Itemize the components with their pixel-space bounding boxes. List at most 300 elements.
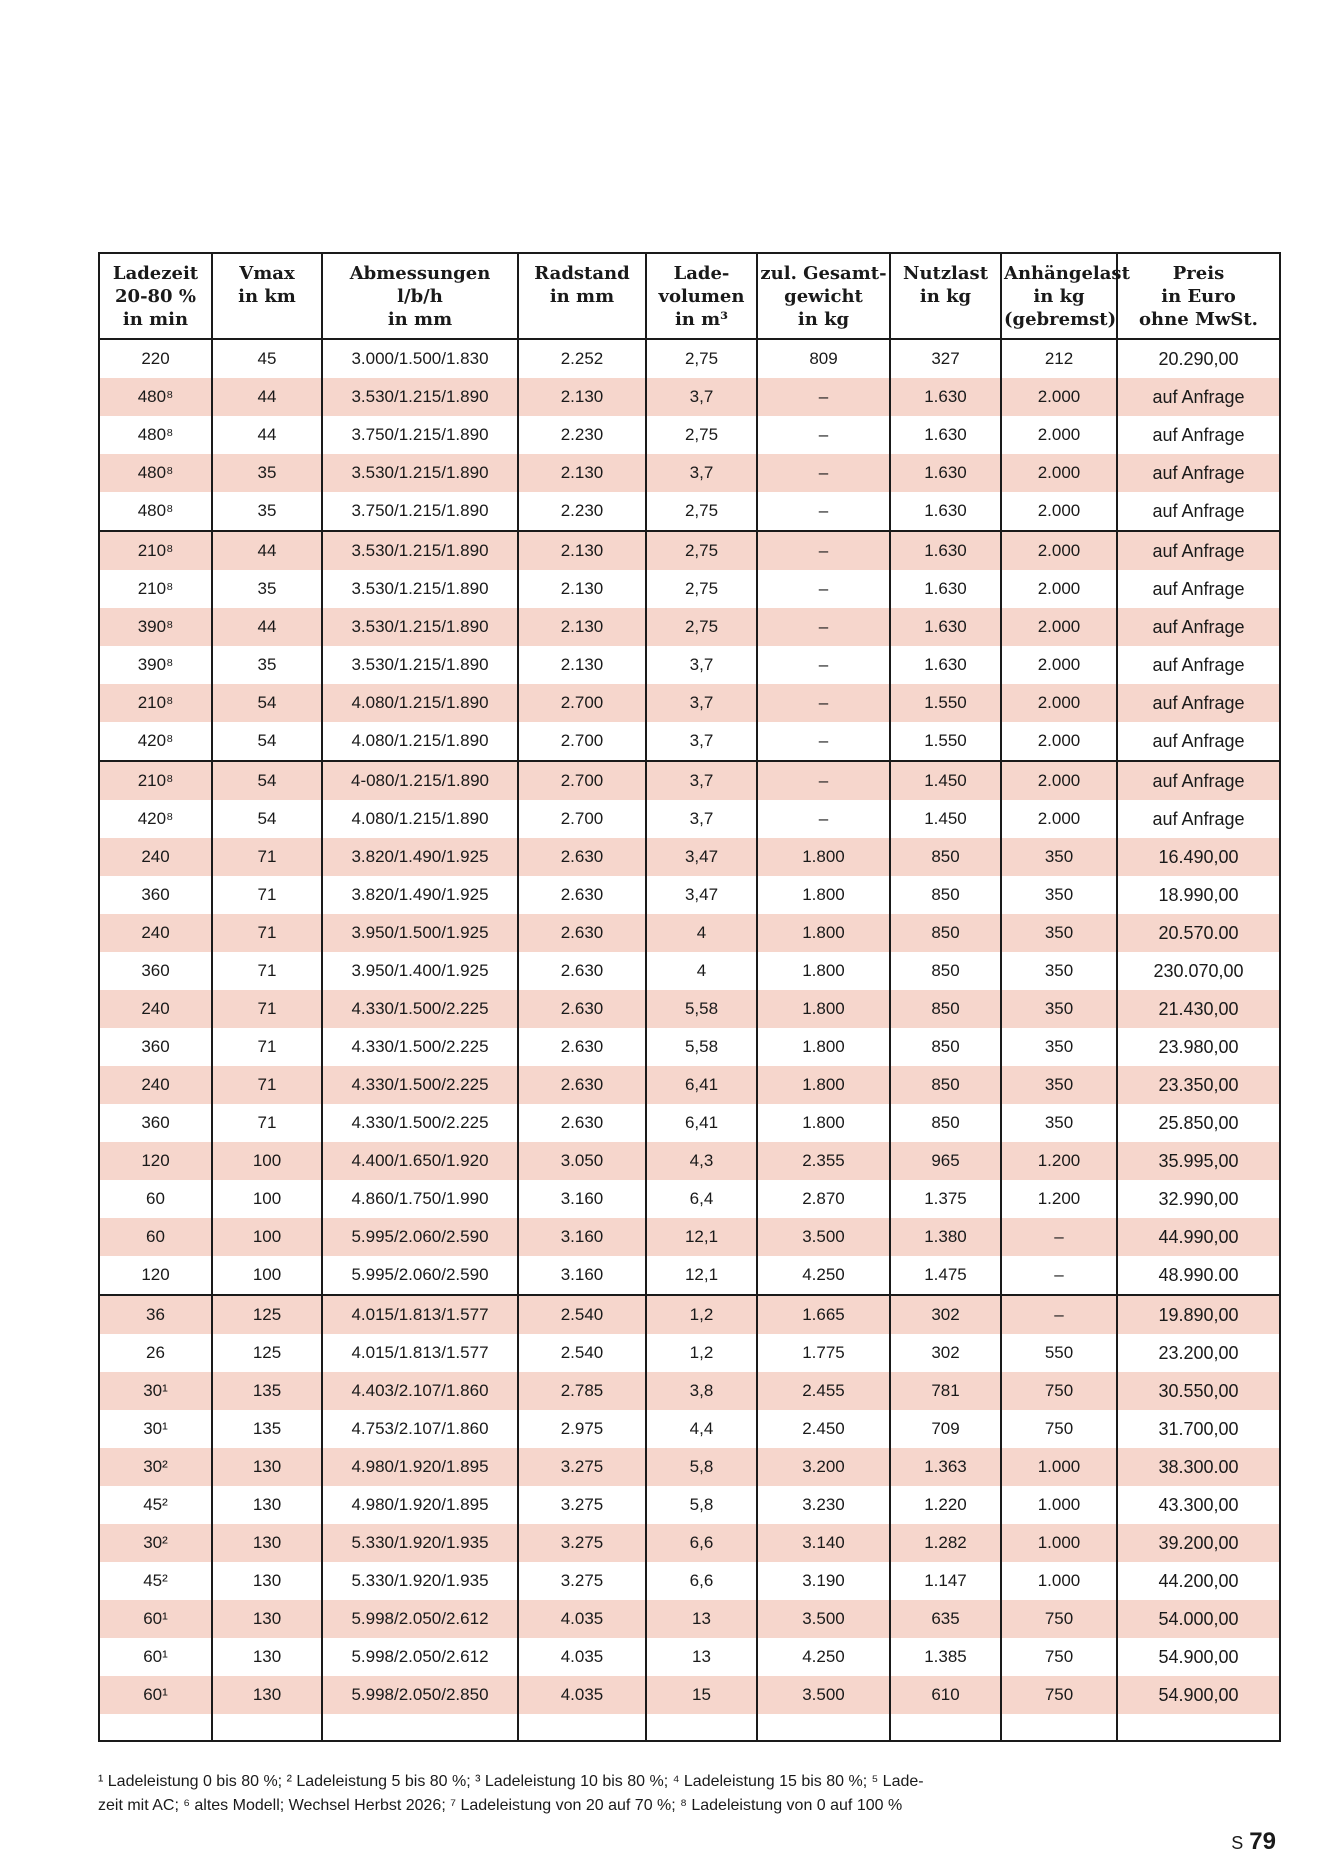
cell-vmax: 135 bbox=[212, 1410, 322, 1448]
cell-ladezeit: 210⁸ bbox=[99, 684, 212, 722]
cell-abmessungen: 4-080/1.215/1.890 bbox=[322, 761, 518, 800]
header-nutzlast: Nutzlast in kg bbox=[890, 253, 1001, 339]
cell-abmessungen: 5.998/2.050/2.612 bbox=[322, 1638, 518, 1676]
cell-ladezeit: 60¹ bbox=[99, 1676, 212, 1714]
cell-radstand: 3.160 bbox=[518, 1256, 646, 1295]
cell-gesamtgewicht: 809 bbox=[757, 339, 890, 378]
cell-radstand: 3.275 bbox=[518, 1562, 646, 1600]
cell-preis: 230.070,00 bbox=[1117, 952, 1280, 990]
cell-anhaengelast: 350 bbox=[1001, 914, 1117, 952]
cell-gesamtgewicht: 3.500 bbox=[757, 1676, 890, 1714]
header-preis: Preis in Euro ohne MwSt. bbox=[1117, 253, 1280, 339]
cell-gesamtgewicht: 1.665 bbox=[757, 1295, 890, 1334]
cell-gesamtgewicht: – bbox=[757, 454, 890, 492]
header-anhaengelast: Anhängelast in kg (gebremst) bbox=[1001, 253, 1117, 339]
cell-radstand: 2.630 bbox=[518, 914, 646, 952]
table-row bbox=[99, 722, 1280, 761]
cell-ladezeit: 480⁸ bbox=[99, 454, 212, 492]
cell-gesamtgewicht: 2.450 bbox=[757, 1410, 890, 1448]
cell-ladezeit: 240 bbox=[99, 1066, 212, 1104]
cell-ladevolumen: 3,7 bbox=[646, 378, 757, 416]
cell-radstand: 2.630 bbox=[518, 1066, 646, 1104]
cell-preis: 23.980,00 bbox=[1117, 1028, 1280, 1066]
cell-preis: 32.990,00 bbox=[1117, 1180, 1280, 1218]
cell-anhaengelast: 2.000 bbox=[1001, 454, 1117, 492]
cell-vmax: 71 bbox=[212, 952, 322, 990]
table-row bbox=[99, 1410, 1280, 1448]
cell-radstand: 2.230 bbox=[518, 416, 646, 454]
header-gesamtgewicht: zul. Gesamt- gewicht in kg bbox=[757, 253, 890, 339]
cell-ladezeit: 60¹ bbox=[99, 1638, 212, 1676]
cell-gesamtgewicht: 1.800 bbox=[757, 990, 890, 1028]
table-row bbox=[99, 378, 1280, 416]
cell-radstand: 2.130 bbox=[518, 608, 646, 646]
cell-gesamtgewicht: – bbox=[757, 492, 890, 531]
cell-nutzlast: 1.630 bbox=[890, 570, 1001, 608]
cell-anhaengelast: 2.000 bbox=[1001, 416, 1117, 454]
cell-radstand: 2.700 bbox=[518, 722, 646, 761]
cell-gesamtgewicht: – bbox=[757, 531, 890, 570]
table-row bbox=[99, 416, 1280, 454]
cell-ladevolumen: 5,58 bbox=[646, 990, 757, 1028]
cell-gesamtgewicht: 1.800 bbox=[757, 914, 890, 952]
table-row bbox=[99, 1372, 1280, 1410]
cell-ladevolumen: 6,6 bbox=[646, 1562, 757, 1600]
cell-nutzlast: 850 bbox=[890, 1028, 1001, 1066]
cell-ladevolumen: 4,3 bbox=[646, 1142, 757, 1180]
cell-gesamtgewicht: 2.355 bbox=[757, 1142, 890, 1180]
cell-abmessungen: 3.530/1.215/1.890 bbox=[322, 531, 518, 570]
cell-preis: 43.300,00 bbox=[1117, 1486, 1280, 1524]
cell-vmax: 44 bbox=[212, 416, 322, 454]
empty-cell bbox=[1001, 1714, 1117, 1741]
cell-radstand: 2.130 bbox=[518, 646, 646, 684]
cell-anhaengelast: 350 bbox=[1001, 1104, 1117, 1142]
cell-ladevolumen: 1,2 bbox=[646, 1295, 757, 1334]
cell-anhaengelast: 550 bbox=[1001, 1334, 1117, 1372]
cell-preis: 54.900,00 bbox=[1117, 1638, 1280, 1676]
cell-gesamtgewicht: 1.800 bbox=[757, 952, 890, 990]
cell-ladezeit: 30¹ bbox=[99, 1410, 212, 1448]
cell-vmax: 71 bbox=[212, 1066, 322, 1104]
cell-abmessungen: 4.403/2.107/1.860 bbox=[322, 1372, 518, 1410]
cell-radstand: 3.275 bbox=[518, 1448, 646, 1486]
cell-vmax: 130 bbox=[212, 1448, 322, 1486]
cell-preis: auf Anfrage bbox=[1117, 722, 1280, 761]
cell-anhaengelast: – bbox=[1001, 1256, 1117, 1295]
cell-vmax: 35 bbox=[212, 492, 322, 531]
empty-cell bbox=[1117, 1714, 1280, 1741]
table-row bbox=[99, 761, 1280, 800]
cell-preis: 44.200,00 bbox=[1117, 1562, 1280, 1600]
cell-ladezeit: 30² bbox=[99, 1524, 212, 1562]
empty-cell bbox=[646, 1714, 757, 1741]
cell-ladezeit: 60 bbox=[99, 1218, 212, 1256]
cell-anhaengelast: 750 bbox=[1001, 1372, 1117, 1410]
footnote-line: zeit mit AC; ⁶ altes Modell; Wechsel Herbst 2026; ⁷ Ladeleistung von 20 auf 70 %; ⁸ Ladeleistung von 0 auf 100 % bbox=[98, 1797, 903, 1814]
cell-abmessungen: 3.530/1.215/1.890 bbox=[322, 570, 518, 608]
cell-gesamtgewicht: – bbox=[757, 800, 890, 838]
table-row bbox=[99, 1676, 1280, 1714]
cell-vmax: 71 bbox=[212, 914, 322, 952]
cell-ladevolumen: 3,7 bbox=[646, 454, 757, 492]
cell-ladevolumen: 3,7 bbox=[646, 722, 757, 761]
cell-anhaengelast: 2.000 bbox=[1001, 570, 1117, 608]
footnote-line: ¹ Ladeleistung 0 bis 80 %; ² Ladeleistung 5 bis 80 %; ³ Ladeleistung 10 bis 80 %; ⁴ Ladeleistung 15 bis 80 %; ⁵ Lade- bbox=[98, 1773, 924, 1790]
cell-nutzlast: 1.630 bbox=[890, 531, 1001, 570]
cell-vmax: 35 bbox=[212, 454, 322, 492]
cell-abmessungen: 5.330/1.920/1.935 bbox=[322, 1524, 518, 1562]
table-row bbox=[99, 990, 1280, 1028]
table-row bbox=[99, 1218, 1280, 1256]
cell-vmax: 44 bbox=[212, 608, 322, 646]
cell-ladevolumen: 3,7 bbox=[646, 646, 757, 684]
cell-ladezeit: 360 bbox=[99, 952, 212, 990]
cell-ladezeit: 36 bbox=[99, 1295, 212, 1334]
cell-nutzlast: 302 bbox=[890, 1334, 1001, 1372]
table-row bbox=[99, 1180, 1280, 1218]
table-row bbox=[99, 1066, 1280, 1104]
cell-radstand: 3.160 bbox=[518, 1218, 646, 1256]
cell-gesamtgewicht: – bbox=[757, 761, 890, 800]
cell-radstand: 2.700 bbox=[518, 761, 646, 800]
cell-anhaengelast: 2.000 bbox=[1001, 722, 1117, 761]
cell-ladezeit: 240 bbox=[99, 914, 212, 952]
table-row bbox=[99, 1562, 1280, 1600]
cell-nutzlast: 610 bbox=[890, 1676, 1001, 1714]
cell-preis: 54.000,00 bbox=[1117, 1600, 1280, 1638]
cell-radstand: 2.130 bbox=[518, 378, 646, 416]
cell-ladevolumen: 3,7 bbox=[646, 684, 757, 722]
header-ladevolumen: Lade- volumen in m³ bbox=[646, 253, 757, 339]
table-header-row bbox=[99, 253, 1280, 339]
cell-ladezeit: 360 bbox=[99, 876, 212, 914]
cell-preis: auf Anfrage bbox=[1117, 492, 1280, 531]
cell-gesamtgewicht: 1.800 bbox=[757, 1028, 890, 1066]
cell-nutzlast: 1.630 bbox=[890, 416, 1001, 454]
table-row bbox=[99, 1334, 1280, 1372]
cell-anhaengelast: 1.000 bbox=[1001, 1486, 1117, 1524]
cell-preis: auf Anfrage bbox=[1117, 800, 1280, 838]
cell-preis: 16.490,00 bbox=[1117, 838, 1280, 876]
cell-vmax: 130 bbox=[212, 1486, 322, 1524]
cell-ladevolumen: 2,75 bbox=[646, 531, 757, 570]
cell-anhaengelast: 350 bbox=[1001, 838, 1117, 876]
cell-vmax: 125 bbox=[212, 1295, 322, 1334]
cell-nutzlast: 965 bbox=[890, 1142, 1001, 1180]
cell-gesamtgewicht: 1.800 bbox=[757, 838, 890, 876]
cell-radstand: 3.275 bbox=[518, 1486, 646, 1524]
cell-abmessungen: 4.080/1.215/1.890 bbox=[322, 722, 518, 761]
cell-ladezeit: 480⁸ bbox=[99, 492, 212, 531]
cell-radstand: 2.540 bbox=[518, 1334, 646, 1372]
cell-abmessungen: 4.753/2.107/1.860 bbox=[322, 1410, 518, 1448]
cell-ladezeit: 360 bbox=[99, 1104, 212, 1142]
header-abmessungen: Abmessungen l/b/h in mm bbox=[322, 253, 518, 339]
cell-preis: auf Anfrage bbox=[1117, 570, 1280, 608]
page-number-value: 79 bbox=[1249, 1828, 1276, 1855]
cell-preis: 23.350,00 bbox=[1117, 1066, 1280, 1104]
cell-radstand: 2.130 bbox=[518, 570, 646, 608]
cell-anhaengelast: 350 bbox=[1001, 990, 1117, 1028]
cell-preis: 30.550,00 bbox=[1117, 1372, 1280, 1410]
table-row bbox=[99, 1448, 1280, 1486]
cell-ladezeit: 240 bbox=[99, 990, 212, 1028]
cell-radstand: 2.630 bbox=[518, 990, 646, 1028]
cell-gesamtgewicht: 4.250 bbox=[757, 1638, 890, 1676]
cell-ladevolumen: 3,47 bbox=[646, 838, 757, 876]
cell-ladevolumen: 6,41 bbox=[646, 1066, 757, 1104]
cell-gesamtgewicht: 4.250 bbox=[757, 1256, 890, 1295]
cell-nutzlast: 1.282 bbox=[890, 1524, 1001, 1562]
cell-preis: 54.900,00 bbox=[1117, 1676, 1280, 1714]
cell-radstand: 2.630 bbox=[518, 1028, 646, 1066]
cell-radstand: 2.230 bbox=[518, 492, 646, 531]
empty-cell bbox=[890, 1714, 1001, 1741]
cell-radstand: 2.540 bbox=[518, 1295, 646, 1334]
cell-abmessungen: 4.015/1.813/1.577 bbox=[322, 1295, 518, 1334]
cell-ladevolumen: 4 bbox=[646, 914, 757, 952]
empty-cell bbox=[99, 1714, 212, 1741]
cell-ladezeit: 26 bbox=[99, 1334, 212, 1372]
cell-anhaengelast: 2.000 bbox=[1001, 378, 1117, 416]
cell-ladezeit: 45² bbox=[99, 1562, 212, 1600]
cell-nutzlast: 1.630 bbox=[890, 454, 1001, 492]
cell-vmax: 130 bbox=[212, 1638, 322, 1676]
empty-cell bbox=[212, 1714, 322, 1741]
cell-abmessungen: 3.530/1.215/1.890 bbox=[322, 646, 518, 684]
cell-abmessungen: 3.950/1.400/1.925 bbox=[322, 952, 518, 990]
cell-ladezeit: 480⁸ bbox=[99, 378, 212, 416]
cell-vmax: 54 bbox=[212, 761, 322, 800]
cell-gesamtgewicht: 3.190 bbox=[757, 1562, 890, 1600]
cell-vmax: 71 bbox=[212, 1028, 322, 1066]
cell-anhaengelast: 1.000 bbox=[1001, 1448, 1117, 1486]
cell-radstand: 3.160 bbox=[518, 1180, 646, 1218]
cell-ladevolumen: 5,58 bbox=[646, 1028, 757, 1066]
cell-ladevolumen: 2,75 bbox=[646, 608, 757, 646]
cell-vmax: 125 bbox=[212, 1334, 322, 1372]
cell-radstand: 3.050 bbox=[518, 1142, 646, 1180]
cell-ladevolumen: 6,4 bbox=[646, 1180, 757, 1218]
cell-vmax: 54 bbox=[212, 800, 322, 838]
cell-preis: auf Anfrage bbox=[1117, 761, 1280, 800]
cell-ladevolumen: 6,6 bbox=[646, 1524, 757, 1562]
cell-preis: 19.890,00 bbox=[1117, 1295, 1280, 1334]
cell-ladevolumen: 2,75 bbox=[646, 339, 757, 378]
cell-nutzlast: 850 bbox=[890, 990, 1001, 1028]
cell-anhaengelast: 350 bbox=[1001, 1028, 1117, 1066]
cell-ladezeit: 120 bbox=[99, 1142, 212, 1180]
cell-vmax: 135 bbox=[212, 1372, 322, 1410]
cell-abmessungen: 4.860/1.750/1.990 bbox=[322, 1180, 518, 1218]
cell-vmax: 100 bbox=[212, 1218, 322, 1256]
table-row bbox=[99, 339, 1280, 378]
cell-vmax: 54 bbox=[212, 684, 322, 722]
cell-ladezeit: 30² bbox=[99, 1448, 212, 1486]
cell-gesamtgewicht: 1.800 bbox=[757, 876, 890, 914]
cell-abmessungen: 4.330/1.500/2.225 bbox=[322, 1028, 518, 1066]
header-vmax: Vmax in km bbox=[212, 253, 322, 339]
cell-ladezeit: 120 bbox=[99, 1256, 212, 1295]
table-row bbox=[99, 952, 1280, 990]
cell-nutzlast: 1.630 bbox=[890, 608, 1001, 646]
cell-vmax: 44 bbox=[212, 531, 322, 570]
cell-gesamtgewicht: – bbox=[757, 722, 890, 761]
cell-nutzlast: 850 bbox=[890, 1066, 1001, 1104]
table-row bbox=[99, 531, 1280, 570]
cell-nutzlast: 1.380 bbox=[890, 1218, 1001, 1256]
cell-ladezeit: 480⁸ bbox=[99, 416, 212, 454]
cell-anhaengelast: 350 bbox=[1001, 876, 1117, 914]
cell-ladezeit: 220 bbox=[99, 339, 212, 378]
footnotes bbox=[98, 1770, 924, 1818]
cell-abmessungen: 3.950/1.500/1.925 bbox=[322, 914, 518, 952]
cell-radstand: 4.035 bbox=[518, 1676, 646, 1714]
cell-anhaengelast: 750 bbox=[1001, 1600, 1117, 1638]
cell-nutzlast: 709 bbox=[890, 1410, 1001, 1448]
cell-anhaengelast: 1.200 bbox=[1001, 1142, 1117, 1180]
cell-ladevolumen: 3,7 bbox=[646, 761, 757, 800]
cell-nutzlast: 850 bbox=[890, 876, 1001, 914]
cell-abmessungen: 4.015/1.813/1.577 bbox=[322, 1334, 518, 1372]
table-row bbox=[99, 1028, 1280, 1066]
cell-radstand: 2.630 bbox=[518, 1104, 646, 1142]
cell-ladevolumen: 3,7 bbox=[646, 800, 757, 838]
table-row bbox=[99, 838, 1280, 876]
cell-preis: 35.995,00 bbox=[1117, 1142, 1280, 1180]
cell-vmax: 45 bbox=[212, 339, 322, 378]
cell-ladezeit: 240 bbox=[99, 838, 212, 876]
cell-abmessungen: 4.980/1.920/1.895 bbox=[322, 1448, 518, 1486]
cell-gesamtgewicht: 3.500 bbox=[757, 1600, 890, 1638]
cell-preis: 25.850,00 bbox=[1117, 1104, 1280, 1142]
table-row bbox=[99, 914, 1280, 952]
cell-radstand: 4.035 bbox=[518, 1638, 646, 1676]
cell-gesamtgewicht: 2.870 bbox=[757, 1180, 890, 1218]
cell-abmessungen: 3.750/1.215/1.890 bbox=[322, 416, 518, 454]
cell-vmax: 71 bbox=[212, 838, 322, 876]
cell-anhaengelast: 2.000 bbox=[1001, 492, 1117, 531]
cell-preis: 39.200,00 bbox=[1117, 1524, 1280, 1562]
cell-radstand: 2.630 bbox=[518, 876, 646, 914]
cell-ladezeit: 210⁸ bbox=[99, 761, 212, 800]
cell-nutzlast: 1.550 bbox=[890, 722, 1001, 761]
cell-gesamtgewicht: – bbox=[757, 570, 890, 608]
cell-nutzlast: 1.385 bbox=[890, 1638, 1001, 1676]
cell-vmax: 71 bbox=[212, 1104, 322, 1142]
cell-nutzlast: 302 bbox=[890, 1295, 1001, 1334]
cell-nutzlast: 1.147 bbox=[890, 1562, 1001, 1600]
empty-cell bbox=[757, 1714, 890, 1741]
cell-ladevolumen: 4,4 bbox=[646, 1410, 757, 1448]
cell-anhaengelast: 750 bbox=[1001, 1410, 1117, 1448]
cell-anhaengelast: 1.000 bbox=[1001, 1524, 1117, 1562]
cell-abmessungen: 4.330/1.500/2.225 bbox=[322, 1104, 518, 1142]
cell-abmessungen: 4.080/1.215/1.890 bbox=[322, 800, 518, 838]
table-filler-row bbox=[99, 1714, 1280, 1741]
cell-vmax: 130 bbox=[212, 1562, 322, 1600]
cell-abmessungen: 3.820/1.490/1.925 bbox=[322, 876, 518, 914]
cell-radstand: 4.035 bbox=[518, 1600, 646, 1638]
table-row bbox=[99, 1638, 1280, 1676]
cell-nutzlast: 1.630 bbox=[890, 492, 1001, 531]
cell-nutzlast: 1.550 bbox=[890, 684, 1001, 722]
cell-anhaengelast: 350 bbox=[1001, 1066, 1117, 1104]
cell-radstand: 2.785 bbox=[518, 1372, 646, 1410]
empty-cell bbox=[518, 1714, 646, 1741]
table-row bbox=[99, 1486, 1280, 1524]
cell-abmessungen: 4.330/1.500/2.225 bbox=[322, 990, 518, 1028]
cell-ladevolumen: 13 bbox=[646, 1638, 757, 1676]
cell-nutzlast: 1.363 bbox=[890, 1448, 1001, 1486]
cell-preis: auf Anfrage bbox=[1117, 416, 1280, 454]
cell-vmax: 71 bbox=[212, 876, 322, 914]
table-row bbox=[99, 684, 1280, 722]
table-row bbox=[99, 492, 1280, 531]
cell-ladevolumen: 6,41 bbox=[646, 1104, 757, 1142]
cell-vmax: 130 bbox=[212, 1524, 322, 1562]
cell-nutzlast: 850 bbox=[890, 914, 1001, 952]
cell-radstand: 2.630 bbox=[518, 838, 646, 876]
cell-preis: 18.990,00 bbox=[1117, 876, 1280, 914]
cell-abmessungen: 5.998/2.050/2.612 bbox=[322, 1600, 518, 1638]
cell-gesamtgewicht: 3.200 bbox=[757, 1448, 890, 1486]
table-row bbox=[99, 646, 1280, 684]
cell-radstand: 2.130 bbox=[518, 531, 646, 570]
cell-preis: 20.570.00 bbox=[1117, 914, 1280, 952]
cell-ladevolumen: 4 bbox=[646, 952, 757, 990]
cell-gesamtgewicht: 1.775 bbox=[757, 1334, 890, 1372]
cell-anhaengelast: 750 bbox=[1001, 1676, 1117, 1714]
table-row bbox=[99, 1600, 1280, 1638]
cell-anhaengelast: 1.200 bbox=[1001, 1180, 1117, 1218]
cell-radstand: 3.275 bbox=[518, 1524, 646, 1562]
cell-preis: auf Anfrage bbox=[1117, 531, 1280, 570]
cell-vmax: 100 bbox=[212, 1180, 322, 1218]
cell-radstand: 2.252 bbox=[518, 339, 646, 378]
cell-vmax: 100 bbox=[212, 1256, 322, 1295]
cell-nutzlast: 635 bbox=[890, 1600, 1001, 1638]
cell-vmax: 71 bbox=[212, 990, 322, 1028]
cell-preis: auf Anfrage bbox=[1117, 646, 1280, 684]
cell-gesamtgewicht: 3.140 bbox=[757, 1524, 890, 1562]
table-row bbox=[99, 800, 1280, 838]
cell-anhaengelast: 212 bbox=[1001, 339, 1117, 378]
table-row bbox=[99, 1142, 1280, 1180]
cell-radstand: 2.130 bbox=[518, 454, 646, 492]
cell-vmax: 130 bbox=[212, 1600, 322, 1638]
cell-abmessungen: 4.980/1.920/1.895 bbox=[322, 1486, 518, 1524]
cell-gesamtgewicht: – bbox=[757, 608, 890, 646]
cell-anhaengelast: 2.000 bbox=[1001, 646, 1117, 684]
cell-preis: 31.700,00 bbox=[1117, 1410, 1280, 1448]
cell-anhaengelast: 2.000 bbox=[1001, 800, 1117, 838]
empty-cell bbox=[322, 1714, 518, 1741]
table-row bbox=[99, 876, 1280, 914]
cell-nutzlast: 850 bbox=[890, 1104, 1001, 1142]
cell-ladezeit: 30¹ bbox=[99, 1372, 212, 1410]
cell-ladevolumen: 2,75 bbox=[646, 570, 757, 608]
cell-ladevolumen: 2,75 bbox=[646, 416, 757, 454]
table-row bbox=[99, 1295, 1280, 1334]
cell-abmessungen: 4.400/1.650/1.920 bbox=[322, 1142, 518, 1180]
cell-nutzlast: 781 bbox=[890, 1372, 1001, 1410]
cell-radstand: 2.700 bbox=[518, 684, 646, 722]
cell-nutzlast: 1.630 bbox=[890, 378, 1001, 416]
cell-preis: auf Anfrage bbox=[1117, 608, 1280, 646]
cell-ladezeit: 420⁸ bbox=[99, 800, 212, 838]
